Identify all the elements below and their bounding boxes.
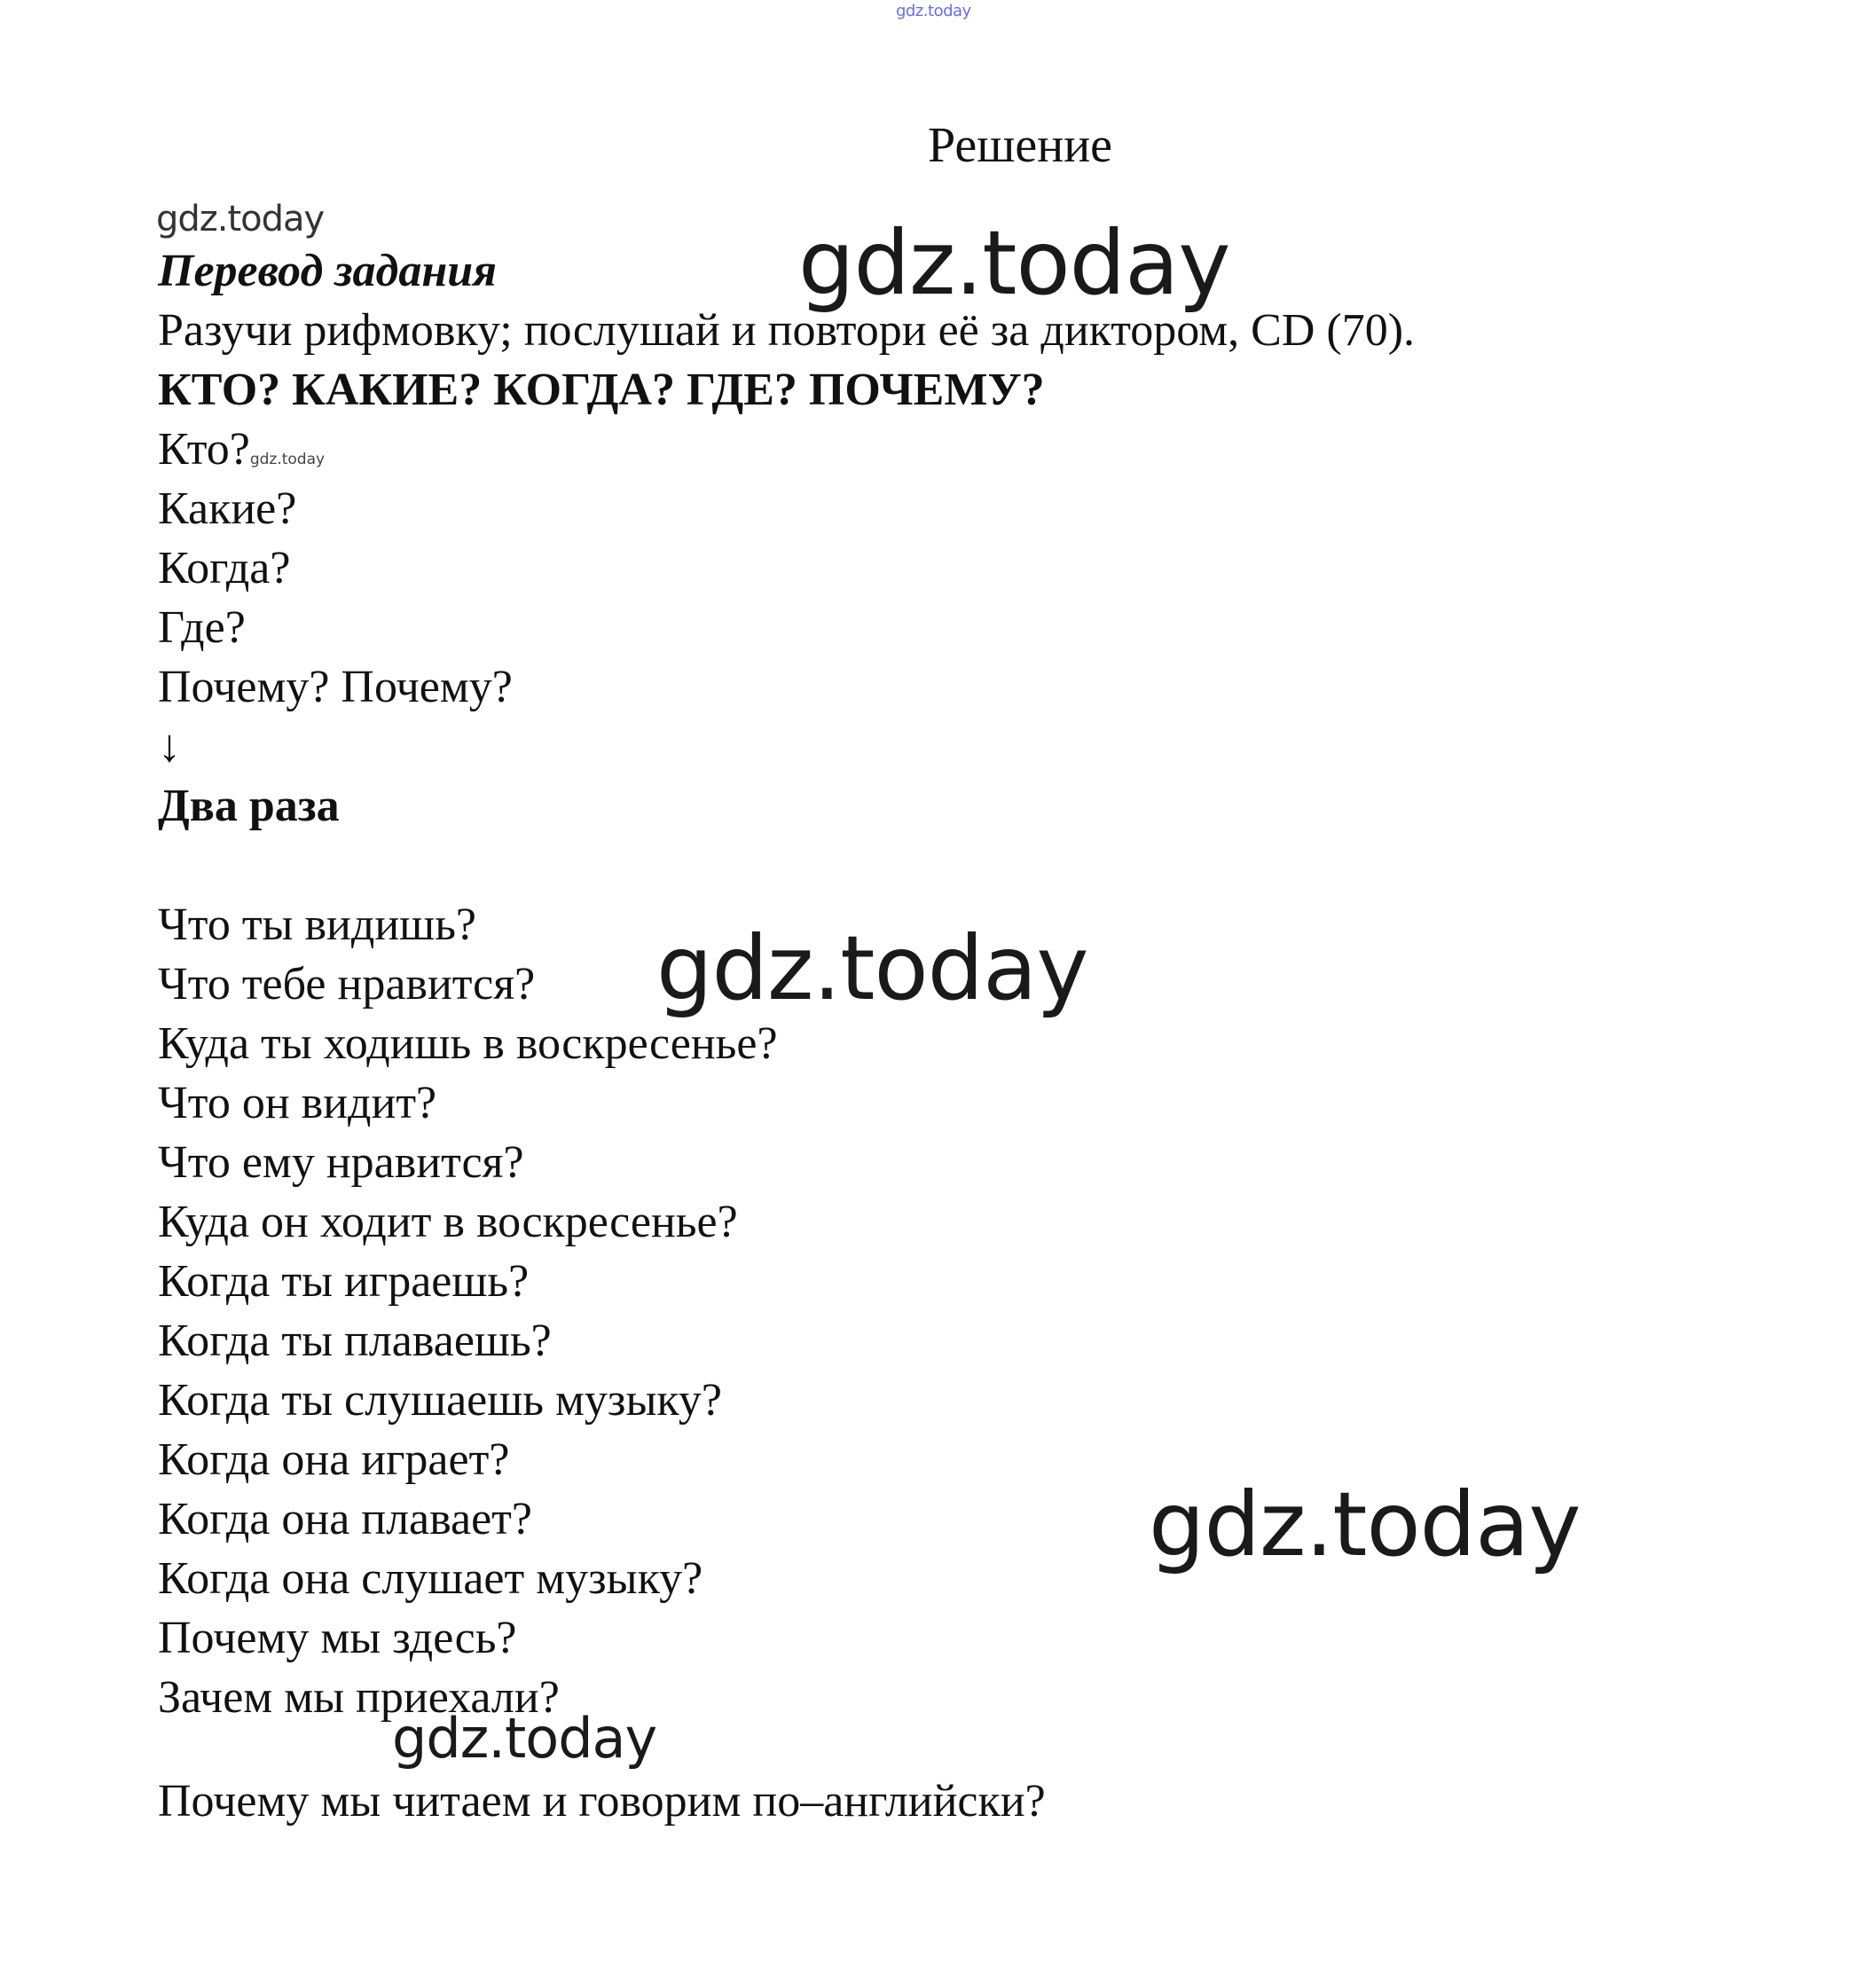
section-label: Перевод задания: [158, 246, 497, 296]
verse-line: Когда она слушает музыку?: [158, 1553, 703, 1604]
chorus-text-1: Кто?: [158, 424, 250, 475]
verse-line: Когда ты играешь?: [158, 1256, 530, 1307]
watermark-large-3: gdz.today: [1149, 1473, 1581, 1576]
verse-line: Когда она играет?: [158, 1434, 510, 1485]
spacer: [158, 836, 1772, 895]
watermark-large-4: gdz.today: [392, 1706, 657, 1771]
page-title: Решение: [927, 118, 1113, 173]
verse-line: Что ты видишь?: [158, 900, 476, 950]
chorus-line-2: Какие?: [158, 483, 297, 534]
verse-line: Что ему нравится?: [158, 1137, 524, 1188]
repeat-note: Два раза: [158, 781, 340, 831]
watermark-large-2: gdz.today: [656, 916, 1088, 1020]
verse-line: Куда ты ходишь в воскресенье?: [158, 1018, 778, 1069]
verse-line: Что он видит?: [158, 1078, 437, 1128]
spacer: [158, 1727, 1772, 1772]
inline-watermark: gdz.today: [249, 451, 326, 468]
chorus-line-1: [158, 420, 1772, 479]
watermark-small: gdz.today: [156, 199, 325, 240]
chorus-line-5: Почему? Почему?: [158, 662, 513, 712]
verse-line: Когда ты плаваешь?: [158, 1316, 552, 1366]
chorus-line-4: Где?: [158, 602, 246, 653]
verse-line: Зачем мы приехали?: [158, 1672, 560, 1723]
verse-line: Куда он ходит в воскресенье?: [158, 1197, 738, 1247]
down-arrow-icon: ↓: [158, 721, 181, 772]
instruction-text: Разучи рифмовку; послушай и повтори её за диктором, CD (70).: [158, 305, 1416, 356]
top-watermark: gdz.today: [896, 2, 971, 20]
document-body: [158, 241, 1772, 1831]
watermark-large-1: gdz.today: [798, 211, 1230, 315]
verse-line: Почему мы читаем и говорим по–английски?: [158, 1776, 1046, 1827]
verse-line: Когда она плавает?: [158, 1494, 532, 1544]
rhyme-title: КТО? КАКИЕ? КОГДА? ГДЕ? ПОЧЕМУ?: [158, 365, 1045, 415]
verse-line: Что тебе нравится?: [158, 959, 536, 1010]
verse-line: Почему мы здесь?: [158, 1613, 517, 1663]
verse-line: Когда ты слушаешь музыку?: [158, 1375, 723, 1426]
chorus-line-3: Когда?: [158, 543, 291, 593]
